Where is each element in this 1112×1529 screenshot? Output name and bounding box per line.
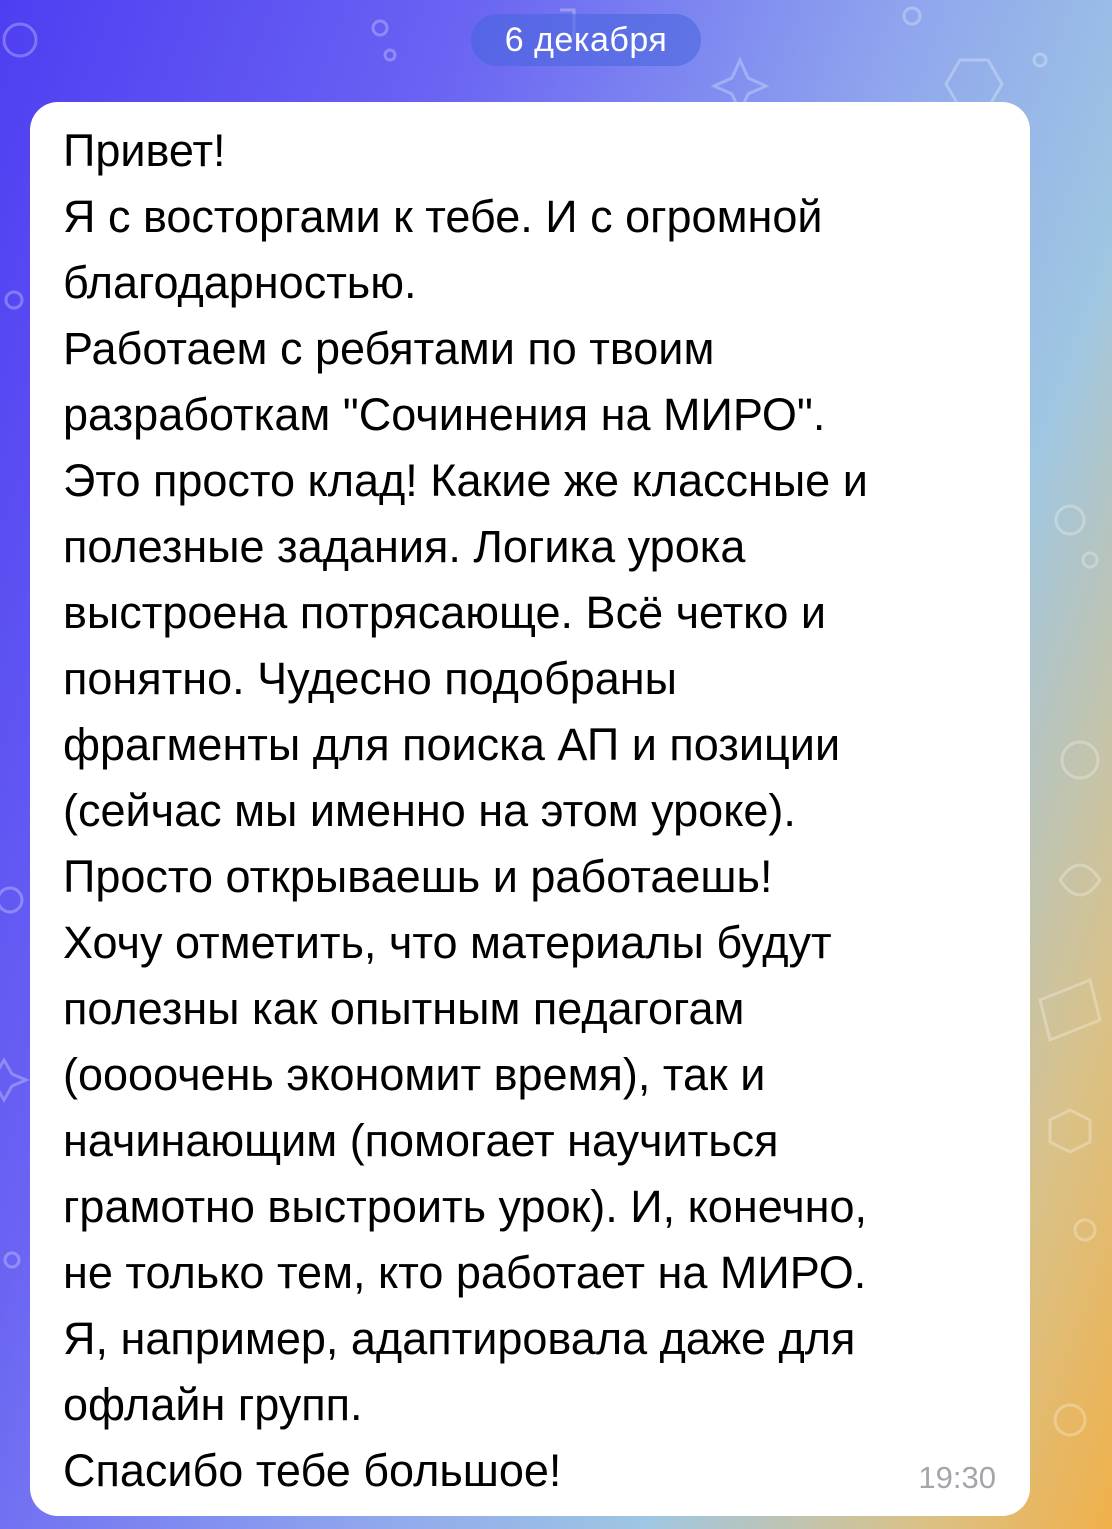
message-line: грамотно выстроить урок). И, конечно,	[63, 1181, 868, 1232]
message-line: Это просто клад! Какие же классные и	[63, 455, 868, 506]
message-line: разработкам "Сочинения на МИРО".	[63, 389, 826, 440]
message-line: фрагменты для поиска АП и позиции	[63, 719, 841, 770]
message-line: Я с восторгами к тебе. И с огромной	[63, 191, 823, 242]
message-line: понятно. Чудесно подобраны	[63, 653, 677, 704]
message-line: начинающим (помогает научиться	[63, 1115, 779, 1166]
message-timestamp: 19:30	[918, 1460, 996, 1495]
message-line: (сейчас мы именно на этом уроке).	[63, 785, 796, 836]
date-separator: 6 декабря	[471, 14, 701, 66]
message-line: Просто открываешь и работаешь!	[63, 851, 773, 902]
message-line: выстроена потрясающе. Всё четко и	[63, 587, 827, 638]
message-line: Я, например, адаптировала даже для	[63, 1313, 856, 1364]
message-line: не только тем, кто работает на МИРО.	[63, 1247, 867, 1298]
message-line: благодарностью.	[63, 257, 417, 308]
message-line: полезны как опытным педагогам	[63, 983, 745, 1034]
message-line: (оооочень экономит время), так и	[63, 1049, 766, 1100]
message-line: Спасибо тебе большое!	[63, 1445, 562, 1496]
message-text	[63, 118, 1010, 1504]
message-line: Привет!	[63, 125, 226, 176]
message-line: Хочу отметить, что материалы будут	[63, 917, 832, 968]
message-line: офлайн групп.	[63, 1379, 363, 1430]
message-line: полезные задания. Логика урока	[63, 521, 746, 572]
message-bubble[interactable]	[30, 102, 1030, 1516]
message-line: Работаем с ребятами по твоим	[63, 323, 715, 374]
